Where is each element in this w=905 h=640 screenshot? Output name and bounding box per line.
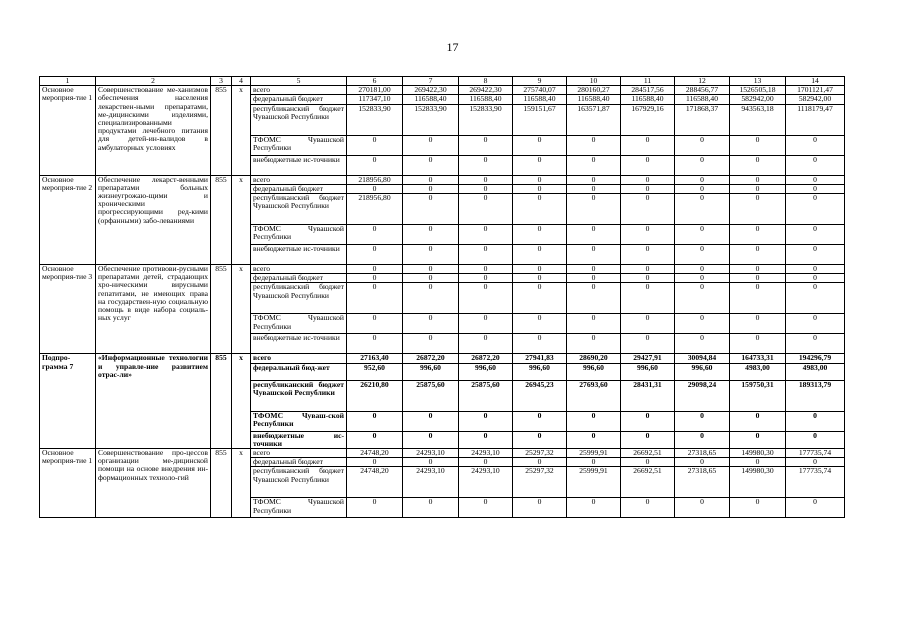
value-cell: 0 (459, 184, 513, 193)
value-cell: 0 (786, 225, 845, 245)
value-cell: 24293,10 (403, 449, 459, 458)
value-cell: 0 (621, 431, 675, 448)
header-cell: 7 (403, 77, 459, 86)
value-cell: 0 (403, 265, 459, 274)
value-cell: 0 (347, 245, 403, 265)
value-cell: 0 (786, 314, 845, 334)
value-cell: 116588,40 (621, 95, 675, 104)
value-cell: 24293,10 (403, 467, 459, 498)
value-cell: 0 (621, 283, 675, 314)
value-cell: 0 (567, 411, 621, 431)
value-cell: 27318,65 (675, 467, 730, 498)
value-cell: 0 (786, 431, 845, 448)
value-cell: 0 (347, 135, 403, 155)
value-cell: 0 (403, 184, 459, 193)
value-cell: 0 (621, 175, 675, 184)
value-cell: 0 (730, 184, 786, 193)
value-cell: 0 (730, 274, 786, 283)
value-cell: 167929,16 (621, 104, 675, 135)
value-cell: 0 (513, 184, 567, 193)
value-cell: 29098,24 (675, 380, 730, 411)
value-cell: 189313,79 (786, 380, 845, 411)
value-cell: 0 (621, 194, 675, 225)
value-cell: 25999,91 (567, 467, 621, 498)
value-cell: 0 (403, 245, 459, 265)
value-cell: 0 (567, 265, 621, 274)
value-cell: 116588,40 (513, 95, 567, 104)
value-cell: 0 (675, 175, 730, 184)
section-mark: x (232, 354, 251, 449)
section-code: 855 (211, 265, 232, 354)
value-cell: 0 (347, 184, 403, 193)
value-cell: 0 (403, 498, 459, 518)
value-cell: 28431,31 (621, 380, 675, 411)
value-cell: 152833,90 (403, 104, 459, 135)
value-cell: 0 (513, 135, 567, 155)
value-cell: 0 (513, 194, 567, 225)
value-cell: 0 (347, 334, 403, 354)
value-cell: 0 (786, 194, 845, 225)
value-cell: 152833,90 (459, 104, 513, 135)
value-cell: 0 (675, 265, 730, 274)
value-cell: 0 (675, 334, 730, 354)
value-cell: 0 (513, 431, 567, 448)
funding-source: ТФОМС Чувашской Республики (251, 498, 347, 518)
value-cell: 26210,80 (347, 380, 403, 411)
value-cell: 0 (730, 265, 786, 274)
value-cell: 280160,27 (567, 86, 621, 95)
value-cell: 0 (403, 314, 459, 334)
value-cell: 0 (786, 274, 845, 283)
value-cell: 0 (786, 135, 845, 155)
table-row (40, 265, 845, 274)
value-cell: 0 (513, 411, 567, 431)
funding-source: внебюджетные ис-точники (251, 245, 347, 265)
value-cell: 0 (513, 334, 567, 354)
section-code: 855 (211, 175, 232, 264)
value-cell: 0 (567, 274, 621, 283)
value-cell: 27318,65 (675, 449, 730, 458)
section-mark: x (232, 175, 251, 264)
value-cell: 996,60 (403, 363, 459, 380)
value-cell: 0 (621, 184, 675, 193)
value-cell: 0 (513, 265, 567, 274)
value-cell: 996,60 (459, 363, 513, 380)
header-cell: 9 (513, 77, 567, 86)
section-title: Совершенствование ме-ханизмов обеспечения населения лекарствен-ными препаратами, ме-дицинскими изделиями, специализированными продуктами лечебного питания для детей-ин-валидов в амбулаторных условиях (96, 86, 211, 175)
value-cell: 26692,51 (621, 449, 675, 458)
header-cell: 5 (251, 77, 347, 86)
funding-source: республиканский бюджет Чувашской Республики (251, 283, 347, 314)
value-cell: 0 (403, 155, 459, 175)
section-mark: x (232, 265, 251, 354)
value-cell: 116588,40 (675, 95, 730, 104)
value-cell: 943563,18 (730, 104, 786, 135)
header-cell: 14 (786, 77, 845, 86)
section-title: Совершенствование про-цессов организации ме-дицинской помощи на основе внедрения ин-формационных техноло-гий (96, 449, 211, 518)
value-cell: 116588,40 (403, 95, 459, 104)
value-cell: 0 (403, 458, 459, 467)
section-code: 855 (211, 86, 232, 175)
value-cell: 117347,10 (347, 95, 403, 104)
value-cell: 0 (347, 155, 403, 175)
value-cell: 0 (621, 314, 675, 334)
value-cell: 0 (621, 334, 675, 354)
value-cell: 29427,91 (621, 354, 675, 363)
table-body (40, 77, 845, 518)
section-mark: x (232, 86, 251, 175)
value-cell: 0 (730, 334, 786, 354)
value-cell: 0 (675, 458, 730, 467)
value-cell: 177735,74 (786, 449, 845, 458)
value-cell: 275740,07 (513, 86, 567, 95)
value-cell: 171868,37 (675, 104, 730, 135)
section-code: 855 (211, 449, 232, 518)
value-cell: 25875,60 (403, 380, 459, 411)
value-cell: 0 (459, 135, 513, 155)
value-cell: 27693,60 (567, 380, 621, 411)
value-cell: 0 (675, 274, 730, 283)
table-row (40, 175, 845, 184)
value-cell: 26872,20 (403, 354, 459, 363)
section-type: Основное мероприя-тие 2 (40, 175, 96, 264)
value-cell: 0 (786, 245, 845, 265)
value-cell: 0 (730, 314, 786, 334)
value-cell: 25297,32 (513, 467, 567, 498)
value-cell: 0 (567, 135, 621, 155)
value-cell: 269422,30 (403, 86, 459, 95)
page-number: 17 (446, 40, 459, 54)
value-cell: 0 (730, 245, 786, 265)
value-cell: 0 (347, 314, 403, 334)
value-cell: 0 (567, 245, 621, 265)
value-cell: 0 (786, 155, 845, 175)
value-cell: 288456,77 (675, 86, 730, 95)
value-cell: 0 (621, 274, 675, 283)
value-cell: 0 (403, 175, 459, 184)
value-cell: 0 (567, 155, 621, 175)
value-cell: 0 (730, 411, 786, 431)
value-cell: 582942,00 (730, 95, 786, 104)
value-cell: 0 (621, 245, 675, 265)
value-cell: 0 (513, 274, 567, 283)
value-cell: 0 (347, 265, 403, 274)
funding-source: внебюджетные ис-точники (251, 334, 347, 354)
value-cell: 0 (730, 283, 786, 314)
value-cell: 0 (675, 498, 730, 518)
value-cell: 116588,40 (567, 95, 621, 104)
funding-source: всего (251, 265, 347, 274)
header-cell: 6 (347, 77, 403, 86)
funding-source: республиканский бюджет Чувашской Республики (251, 194, 347, 225)
value-cell: 996,60 (621, 363, 675, 380)
value-cell: 0 (786, 175, 845, 184)
section-type: Основное мероприя-тие 1 (40, 86, 96, 175)
header-cell: 1 (40, 77, 96, 86)
value-cell: 25297,32 (513, 449, 567, 458)
funding-source: федеральный бюджет (251, 274, 347, 283)
value-cell: 0 (459, 431, 513, 448)
value-cell: 0 (459, 155, 513, 175)
value-cell: 0 (730, 498, 786, 518)
value-cell: 0 (621, 225, 675, 245)
value-cell: 0 (786, 184, 845, 193)
value-cell: 0 (459, 265, 513, 274)
value-cell: 0 (786, 498, 845, 518)
value-cell: 177735,74 (786, 467, 845, 498)
value-cell: 0 (459, 194, 513, 225)
value-cell: 0 (347, 411, 403, 431)
funding-source: внебюджетные ис-точники (251, 431, 347, 448)
value-cell: 1118179,47 (786, 104, 845, 135)
value-cell: 159151,67 (513, 104, 567, 135)
value-cell: 0 (403, 334, 459, 354)
value-cell: 30094,84 (675, 354, 730, 363)
value-cell: 24748,20 (347, 449, 403, 458)
value-cell: 0 (675, 194, 730, 225)
value-cell: 116588,40 (459, 95, 513, 104)
funding-source: всего (251, 175, 347, 184)
section-title: Обеспечение противови-русными препаратами детей, страдающих хро-ническими вирусными гепатитами, не имеющих права на государствен-ную социальную помощь в виде набора социаль-ных услуг (96, 265, 211, 354)
funding-source: всего (251, 354, 347, 363)
value-cell: 0 (459, 411, 513, 431)
value-cell: 4983,00 (730, 363, 786, 380)
value-cell: 0 (730, 431, 786, 448)
value-cell: 0 (347, 283, 403, 314)
value-cell: 0 (567, 184, 621, 193)
value-cell: 4983,00 (786, 363, 845, 380)
value-cell: 0 (347, 431, 403, 448)
value-cell: 26692,51 (621, 467, 675, 498)
value-cell: 582942,00 (786, 95, 845, 104)
value-cell: 0 (675, 411, 730, 431)
section-title: Обеспечение лекарст-венными препаратами больных жизнеугрожаю-щими и хроническими прогрессирующими ред-кими (орфанными) забо-леваниями (96, 175, 211, 264)
value-cell: 0 (675, 184, 730, 193)
section-type: Основное мероприя-тие 1 (40, 449, 96, 518)
value-cell: 0 (567, 334, 621, 354)
value-cell: 0 (403, 225, 459, 245)
value-cell: 0 (513, 458, 567, 467)
value-cell: 164733,31 (730, 354, 786, 363)
value-cell: 0 (403, 431, 459, 448)
value-cell: 269422,30 (459, 86, 513, 95)
funding-source: всего (251, 449, 347, 458)
header-row (40, 77, 845, 86)
value-cell: 0 (347, 225, 403, 245)
value-cell: 0 (730, 194, 786, 225)
value-cell: 0 (403, 194, 459, 225)
value-cell: 0 (567, 498, 621, 518)
value-cell: 28690,20 (567, 354, 621, 363)
value-cell: 0 (786, 458, 845, 467)
value-cell: 218956,80 (347, 175, 403, 184)
funding-source: ТФОМС Чувашской Республики (251, 225, 347, 245)
section-type: Подпро-грамма 7 (40, 354, 96, 449)
value-cell: 159750,31 (730, 380, 786, 411)
value-cell: 0 (459, 458, 513, 467)
value-cell: 996,60 (513, 363, 567, 380)
value-cell: 0 (675, 245, 730, 265)
value-cell: 0 (730, 458, 786, 467)
section-code: 855 (211, 354, 232, 449)
funding-source: республиканский бюджет Чувашской Республики (251, 380, 347, 411)
value-cell: 0 (786, 411, 845, 431)
value-cell: 0 (347, 458, 403, 467)
value-cell: 24293,10 (459, 449, 513, 458)
value-cell: 149980,30 (730, 467, 786, 498)
value-cell: 24748,20 (347, 467, 403, 498)
value-cell: 24293,10 (459, 467, 513, 498)
value-cell: 0 (730, 225, 786, 245)
value-cell: 0 (786, 265, 845, 274)
section-title: «Информационные технологии и управле-ние развитием отрас-ли» (96, 354, 211, 449)
value-cell: 0 (513, 245, 567, 265)
value-cell: 952,60 (347, 363, 403, 380)
header-cell: 2 (96, 77, 211, 86)
value-cell: 194296,79 (786, 354, 845, 363)
value-cell: 0 (403, 135, 459, 155)
section-type: Основное мероприя-тие 3 (40, 265, 96, 354)
table-row (40, 354, 845, 363)
value-cell: 996,60 (675, 363, 730, 380)
value-cell: 1526505,18 (730, 86, 786, 95)
funding-source: внебюджетные ис-точники (251, 155, 347, 175)
value-cell: 0 (513, 314, 567, 334)
value-cell: 149980,30 (730, 449, 786, 458)
table-row (40, 449, 845, 458)
value-cell: 0 (459, 225, 513, 245)
value-cell: 0 (403, 411, 459, 431)
value-cell: 0 (513, 225, 567, 245)
value-cell: 0 (567, 314, 621, 334)
value-cell: 0 (459, 274, 513, 283)
funding-source: республиканский бюджет Чувашской Республики (251, 467, 347, 498)
section-mark: x (232, 449, 251, 518)
budget-table (39, 76, 845, 518)
funding-source: ТФОМС Чувашской Республики (251, 135, 347, 155)
value-cell: 0 (621, 155, 675, 175)
header-cell: 10 (567, 77, 621, 86)
value-cell: 25875,60 (459, 380, 513, 411)
value-cell: 284517,56 (621, 86, 675, 95)
value-cell: 0 (621, 498, 675, 518)
value-cell: 0 (675, 283, 730, 314)
value-cell: 26872,20 (459, 354, 513, 363)
value-cell: 163571,87 (567, 104, 621, 135)
value-cell: 0 (621, 265, 675, 274)
value-cell: 0 (513, 498, 567, 518)
value-cell: 0 (403, 274, 459, 283)
funding-source: всего (251, 86, 347, 95)
value-cell: 0 (459, 334, 513, 354)
header-cell: 4 (232, 77, 251, 86)
value-cell: 0 (786, 283, 845, 314)
value-cell: 0 (347, 498, 403, 518)
value-cell: 27163,40 (347, 354, 403, 363)
value-cell: 0 (347, 274, 403, 283)
value-cell: 26945,23 (513, 380, 567, 411)
value-cell: 0 (513, 283, 567, 314)
header-cell: 13 (730, 77, 786, 86)
value-cell: 0 (513, 175, 567, 184)
value-cell: 0 (459, 245, 513, 265)
table-row (40, 86, 845, 95)
value-cell: 0 (567, 225, 621, 245)
value-cell: 1701121,47 (786, 86, 845, 95)
value-cell: 25999,91 (567, 449, 621, 458)
header-cell: 8 (459, 77, 513, 86)
funding-source: федеральный бюд-жет (251, 363, 347, 380)
value-cell: 0 (786, 334, 845, 354)
funding-source: республиканский бюджет Чувашской Республики (251, 104, 347, 135)
value-cell: 0 (567, 175, 621, 184)
value-cell: 0 (567, 283, 621, 314)
value-cell: 996,60 (567, 363, 621, 380)
funding-source: федеральный бюджет (251, 458, 347, 467)
value-cell: 0 (621, 411, 675, 431)
header-cell: 12 (675, 77, 730, 86)
value-cell: 0 (621, 458, 675, 467)
value-cell: 0 (459, 498, 513, 518)
funding-source: федеральный бюджет (251, 95, 347, 104)
value-cell: 270181,00 (347, 86, 403, 95)
value-cell: 0 (403, 283, 459, 314)
header-cell: 11 (621, 77, 675, 86)
value-cell: 218956,80 (347, 194, 403, 225)
value-cell: 0 (459, 283, 513, 314)
value-cell: 0 (459, 175, 513, 184)
value-cell: 0 (675, 314, 730, 334)
value-cell: 0 (675, 431, 730, 448)
value-cell: 27941,83 (513, 354, 567, 363)
value-cell: 0 (675, 155, 730, 175)
value-cell: 0 (730, 155, 786, 175)
value-cell: 0 (730, 175, 786, 184)
value-cell: 0 (567, 194, 621, 225)
funding-source: ТФОМС Чувашской Республики (251, 314, 347, 334)
value-cell: 0 (567, 431, 621, 448)
value-cell: 0 (567, 458, 621, 467)
value-cell: 152833,90 (347, 104, 403, 135)
header-cell: 3 (211, 77, 232, 86)
value-cell: 0 (675, 135, 730, 155)
value-cell: 0 (675, 225, 730, 245)
value-cell: 0 (621, 135, 675, 155)
value-cell: 0 (459, 314, 513, 334)
value-cell: 0 (730, 135, 786, 155)
funding-source: ТФОМС Чуваш-ской Республики (251, 411, 347, 431)
value-cell: 0 (513, 155, 567, 175)
funding-source: федеральный бюджет (251, 184, 347, 193)
